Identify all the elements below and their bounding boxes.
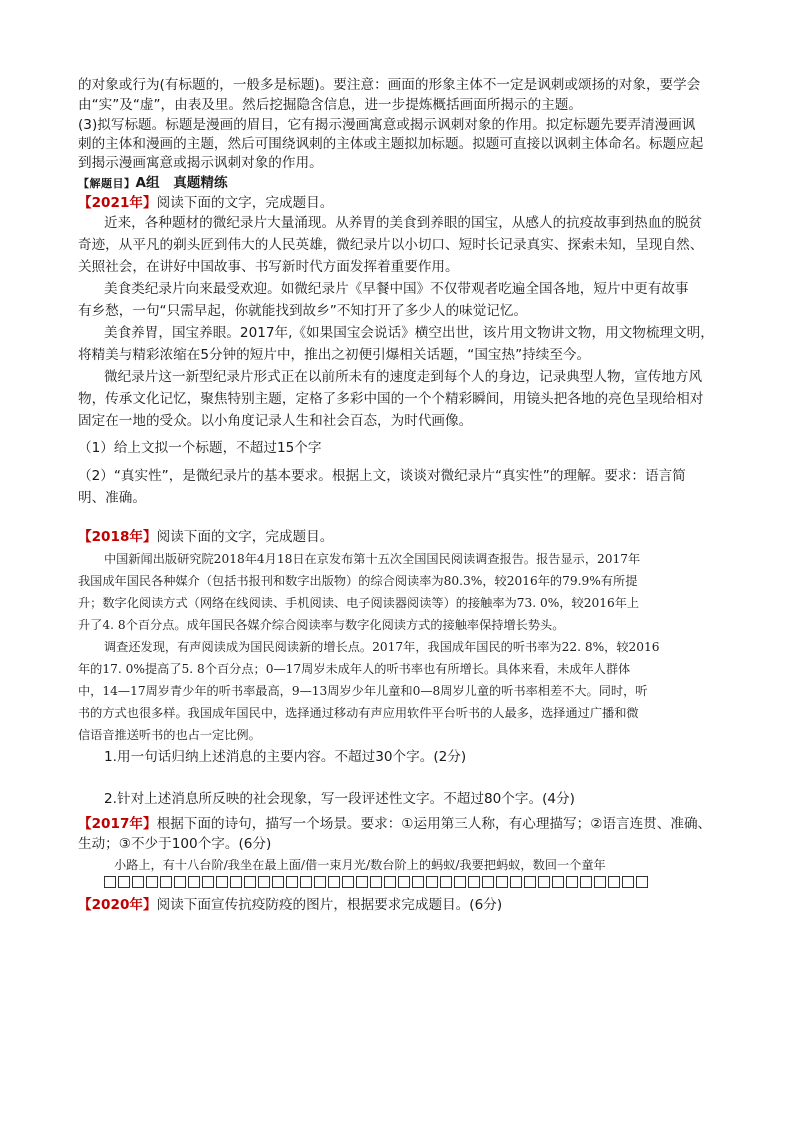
answer-grid <box>104 876 648 888</box>
answer-box <box>412 876 424 888</box>
answer-box <box>328 876 340 888</box>
question-prompt-continued: 生动；③不少于100个字。(6分) <box>78 836 272 852</box>
intro-line: 刺的主体和漫画的主题，然后可围绕讽刺的主体或主题拟加标题。拟题可直接以讽刺主体命名。标题应起 <box>78 136 704 152</box>
answer-box <box>342 876 354 888</box>
answer-box <box>524 876 536 888</box>
passage-line: 中国新闻出版研究院2018年4月18日在京发布第十五次全国国民阅读调查报告。报告显示，2017年 <box>104 552 641 566</box>
passage-line: 美食养胃，国宝养眼。2017年,《如果国宝会说话》横空出世，该片用文物讲文物，用文物梳理文明， <box>104 325 714 341</box>
question-prompt: 阅读下面的文字，完成题目。 <box>156 195 334 211</box>
answer-box <box>426 876 438 888</box>
answer-box <box>468 876 480 888</box>
answer-box <box>244 876 256 888</box>
intro-line: 到揭示漫画寓意或揭示讽刺对象的作用。 <box>78 155 323 171</box>
passage-line: 固定在一地的受众。以小角度记录人生和社会百态，为时代画像。 <box>78 413 473 429</box>
answer-box <box>608 876 620 888</box>
passage-line: 年的17. 0%提高了5. 8个百分点；0—17周岁未成年人的听书率也有所增长。具体来看，未成年人群体 <box>78 662 631 676</box>
answer-box <box>174 876 186 888</box>
section-tag: 【解题目】 <box>78 177 136 190</box>
question-item: 2.针对上述消息所反映的社会现象，写一段评述性文字。不超过80个字。(4分) <box>104 791 575 807</box>
answer-box <box>286 876 298 888</box>
section-heading <box>78 174 730 193</box>
question-item: （2）“真实性”，是微纪录片的基本要求。根据上文，谈谈对微纪录片“真实性”的理解。要求：语言简 <box>78 468 686 484</box>
passage-line: 将精美与精彩浓缩在5分钟的短片中，推出之初便引爆相关话题，“国宝热”持续至今。 <box>78 347 591 363</box>
question-2020-header <box>78 896 730 915</box>
answer-box <box>118 876 130 888</box>
passage-line: 我国成年国民各种媒介（包括书报刊和数字出版物）的综合阅读率为80.3%，较2016年的79.9%有所提 <box>78 574 638 588</box>
answer-box <box>370 876 382 888</box>
answer-box <box>566 876 578 888</box>
answer-box <box>104 876 116 888</box>
passage-line: 中，14—17周岁青少年的听书率最高，9—13周岁少年儿童和0—8周岁儿童的听书率相差不大。同时，听 <box>78 684 648 698</box>
answer-box <box>496 876 508 888</box>
passage-line: 调查还发现，有声阅读成为国民阅读新的增长点。2017年，我国成年国民的听书率为22. 8%，较2016 <box>104 640 660 654</box>
answer-box <box>454 876 466 888</box>
question-item: 1.用一句话归纳上述消息的主要内容。不超过30个字。(2分) <box>104 749 467 765</box>
answer-box <box>314 876 326 888</box>
answer-box <box>188 876 200 888</box>
year-label-2021: 【2021年】 <box>78 195 157 211</box>
passage-line: 信语音推送听书的也占一定比例。 <box>78 728 261 742</box>
answer-box <box>538 876 550 888</box>
poem-line: 小路上，有十八台阶/我坐在最上面/借一束月光/数台阶上的蚂蚁/我要把蚂蚁，数回一个童年 <box>114 858 606 872</box>
answer-box <box>272 876 284 888</box>
answer-box <box>594 876 606 888</box>
year-label-2020: 【2020年】 <box>78 897 157 913</box>
question-2021-header <box>78 194 730 213</box>
question-prompt: 阅读下面宣传抗疫防疫的图片，根据要求完成题目。(6分) <box>156 897 503 913</box>
passage-line: 书的方式也很多样。我国成年国民中，选择通过移动有声应用软件平台听书的人最多，选择通过广播和微 <box>78 706 639 720</box>
question-item: （1）给上文拟一个标题，不超过15个字 <box>78 440 322 456</box>
passage-line: 有乡愁，一句“只需早起，你就能找到故乡”不知打开了多少人的味觉记忆。 <box>78 303 528 319</box>
answer-box <box>216 876 228 888</box>
answer-box <box>580 876 592 888</box>
question-prompt: 阅读下面的文字，完成题目。 <box>156 529 334 545</box>
answer-box <box>202 876 214 888</box>
answer-box <box>482 876 494 888</box>
answer-box <box>132 876 144 888</box>
answer-box <box>636 876 648 888</box>
passage-line: 美食类纪录片向来最受欢迎。如微纪录片《早餐中国》不仅带观者吃遍全国各地，短片中更有故事 <box>104 281 689 297</box>
answer-box <box>552 876 564 888</box>
passage-line: 升；数字化阅读方式（网络在线阅读、手机阅读、电子阅读器阅读等）的接触率为73. 0%，较2016年上 <box>78 596 640 610</box>
answer-box <box>258 876 270 888</box>
answer-box <box>622 876 634 888</box>
intro-line: (3)拟写标题。标题是漫画的眉目，它有揭示漫画寓意或揭示讽刺对象的作用。拟定标题先要弄清漫画讽 <box>78 117 696 133</box>
passage-line: 近来，各种题材的微纪录片大量涌现。从养胃的美食到养眼的国宝，从感人的抗疫故事到热血的脱贫 <box>104 215 703 231</box>
passage-line: 关照社会，在讲好中国故事、书写新时代方面发挥着重要作用。 <box>78 259 459 275</box>
intro-line: 的对象或行为(有标题的，一般多是标题)。要注意：画面的形象主体不一定是讽刺或颂扬的对象，要学会 <box>78 77 701 93</box>
passage-line: 物，传承文化记忆，聚焦特别主题，定格了多彩中国的一个个精彩瞬间，用镜头把各地的亮色呈现给相对 <box>78 391 704 407</box>
passage-line: 微纪录片这一新型纪录片形式正在以前所未有的速度走到每个人的身边，记录典型人物，宣传地方风 <box>104 369 703 385</box>
section-title: A组 真题精练 <box>135 175 228 191</box>
question-2018-header <box>78 528 730 547</box>
answer-box <box>440 876 452 888</box>
year-label-2018: 【2018年】 <box>78 529 157 545</box>
passage-line: 升了4. 8个百分点。成年国民各媒介综合阅读率与数字化阅读方式的接触率保持增长势头。 <box>78 618 565 632</box>
answer-box <box>384 876 396 888</box>
answer-box <box>230 876 242 888</box>
answer-box <box>300 876 312 888</box>
passage-line: 奇迹，从平凡的剃头匠到伟大的人民英雄，微纪录片以小切口、短时长记录真实、探索未知，呈现自然、 <box>78 237 704 253</box>
answer-box <box>146 876 158 888</box>
year-label-2017: 【2017年】 <box>78 816 157 832</box>
answer-box <box>356 876 368 888</box>
answer-box <box>510 876 522 888</box>
intro-line: 由“实”及“虚”，由表及里。然后挖掘隐含信息，进一步提炼概括画面所揭示的主题。 <box>78 97 582 113</box>
question-item: 明、准确。 <box>78 490 146 506</box>
answer-box <box>160 876 172 888</box>
question-prompt: 根据下面的诗句，描写一个场景。要求：①运用第三人称，有心理描写；②语言连贯、准确、 <box>156 816 712 832</box>
answer-box <box>398 876 410 888</box>
question-2017-header <box>78 815 730 834</box>
